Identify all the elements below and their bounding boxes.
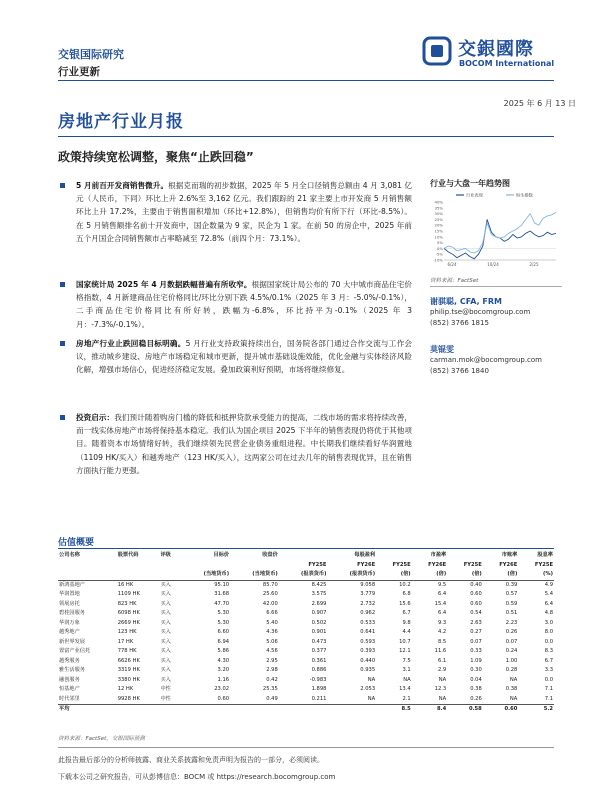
table-header-cell: 公司名称 bbox=[59, 552, 80, 558]
table-cell: 4.36 bbox=[266, 629, 278, 635]
sidebar-divider bbox=[430, 286, 562, 287]
table-cell: 0.07 bbox=[470, 638, 482, 645]
table-row bbox=[58, 609, 554, 619]
table-cell: 25.35 bbox=[262, 686, 278, 692]
table-row bbox=[58, 619, 554, 629]
table-cell: 11.6 bbox=[434, 648, 447, 654]
table-header-cell: (报表货币) bbox=[279, 570, 328, 580]
table-cell: 0.377 bbox=[311, 648, 327, 654]
table-cell: 6.4 bbox=[437, 591, 447, 597]
table-cell: 47.70 bbox=[214, 600, 230, 607]
table-cell: 123 HK bbox=[117, 629, 137, 635]
table-header-cell: (倍) bbox=[412, 570, 448, 580]
table-cell: 2.63 bbox=[470, 619, 482, 626]
table-cell: 9.3 bbox=[437, 619, 447, 626]
table-cell: 0.907 bbox=[311, 610, 327, 616]
table-cell: 7.5 bbox=[402, 657, 411, 664]
table-header-cell: 股票代码 bbox=[117, 552, 139, 558]
table-row bbox=[58, 657, 554, 667]
table-header-cell: 目标价 bbox=[213, 552, 230, 558]
table-header-cell: FY26E bbox=[357, 561, 376, 568]
table-cell: 2669 HK bbox=[117, 619, 140, 626]
table-cell: 0.901 bbox=[311, 629, 327, 635]
table-cell: 0.962 bbox=[360, 610, 376, 616]
table-cell: 8.5 bbox=[437, 638, 447, 645]
table-cell: 5.30 bbox=[217, 619, 230, 626]
valuation-title: 估值概要 bbox=[58, 538, 95, 548]
analyst-name: 谢骐聪, CFA, FRM bbox=[430, 297, 502, 306]
table-cell: 0.393 bbox=[360, 648, 376, 654]
table-cell: 3.575 bbox=[311, 591, 327, 597]
paragraph-prices bbox=[76, 278, 412, 331]
table-cell: 0.641 bbox=[360, 629, 376, 635]
table-cell: 雅生活服务 bbox=[59, 667, 85, 673]
table-cell: 0.211 bbox=[311, 695, 327, 702]
table-cell: 0.30 bbox=[470, 667, 482, 673]
paragraph-lead: 5 月前百开发商销售微升。 bbox=[76, 181, 169, 190]
table-cell: 0.49 bbox=[266, 695, 278, 702]
trend-chart-title: 行业与大盘一年趋势图 bbox=[430, 179, 510, 188]
table-cell: 25.60 bbox=[262, 591, 278, 597]
table-cell bbox=[117, 705, 160, 715]
table-cell: 0.473 bbox=[311, 638, 327, 645]
table-header-cell bbox=[117, 561, 160, 571]
logo-english-text: BOCOM International bbox=[459, 59, 555, 68]
table-cell: 6.1 bbox=[437, 657, 447, 664]
table-cell: 8.0 bbox=[544, 629, 553, 635]
table-header-cell bbox=[376, 551, 412, 561]
legend-label: 恒生指数 bbox=[516, 192, 533, 198]
table-cell: 2.98 bbox=[266, 667, 278, 673]
table-cell: 8.5 bbox=[376, 705, 412, 715]
table-cell: 0.04 bbox=[470, 676, 482, 683]
table-cell: 23.02 bbox=[214, 686, 230, 692]
report-date: 2025 年 6 月 13 日 bbox=[503, 99, 576, 108]
paragraph-body: 5 月行业支持政策持续出台，国务院各部门通过合作交流与工作会议，推动城乡建设、房地产市场稳定和城市更新，提升城市基础设施效能，优化金融与实体经济风险化解，增强市场信心，促进经济稳定发展。叠加政策利好预期，市场将继续修复。 bbox=[76, 339, 413, 375]
analyst-email[interactable]: philip.tse@bocomgroup.com bbox=[430, 308, 531, 316]
table-cell: 1.00 bbox=[505, 657, 518, 664]
table-cell: 华润置地 bbox=[59, 591, 80, 597]
table-header-cell bbox=[58, 561, 117, 571]
paragraph-investment bbox=[76, 411, 412, 477]
table-cell: 823 HK bbox=[117, 600, 137, 607]
table-cell: 置富产业信托 bbox=[59, 648, 91, 654]
table-cell: 12 HK bbox=[117, 686, 134, 692]
table-header-cell bbox=[279, 551, 328, 561]
y-tick-label: 0% bbox=[436, 245, 443, 251]
table-header-cell: 评级 bbox=[160, 552, 171, 558]
table-cell: 6626 HK bbox=[117, 657, 140, 664]
table-cell: 12.1 bbox=[399, 648, 411, 654]
table-cell: 4.8 bbox=[544, 610, 553, 616]
paragraph-sales bbox=[76, 179, 412, 245]
table-cell: NA bbox=[509, 695, 518, 702]
table-cell: 3380 HK bbox=[117, 676, 140, 683]
table-cell: 3319 HK bbox=[117, 667, 140, 673]
table-row bbox=[58, 676, 554, 686]
table-cell: 0.361 bbox=[311, 657, 327, 664]
paragraph-lead: 房地产行业止跌回稳目标明确。 bbox=[76, 339, 186, 348]
table-cell: 0.57 bbox=[505, 591, 518, 597]
table-cell: 2.732 bbox=[360, 600, 376, 607]
chart-source: 资料来源：FactSet bbox=[430, 278, 479, 284]
analyst-phone: (852) 3766 1815 bbox=[430, 319, 489, 327]
table-header-cell: FY25E bbox=[463, 561, 482, 568]
table-cell: 中性 bbox=[160, 695, 171, 702]
table-row bbox=[58, 600, 554, 610]
table-cell: 8.4 bbox=[412, 705, 448, 715]
table-header-cell: (倍) bbox=[447, 570, 483, 580]
table-cell: 17 HK bbox=[117, 638, 134, 645]
table-cell: 1.16 bbox=[217, 676, 230, 683]
bocom-logo bbox=[422, 34, 572, 74]
table-cell: 95.10 bbox=[214, 581, 230, 588]
table-cell: 6.7 bbox=[544, 657, 553, 664]
table-cell: 3.0 bbox=[544, 619, 553, 626]
table-cell: 0.886 bbox=[311, 667, 327, 673]
x-tick-label: 2/25 bbox=[529, 262, 539, 267]
table-cell: NA bbox=[367, 676, 376, 683]
table-cell: 0.440 bbox=[360, 657, 376, 664]
y-tick-label: 15% bbox=[434, 228, 443, 234]
table-cell: 买入 bbox=[160, 676, 171, 683]
legend-label: 行业表现 bbox=[466, 192, 483, 198]
table-cell: 3.1 bbox=[402, 667, 411, 673]
table-cell bbox=[279, 705, 328, 715]
table-cell: 3.3 bbox=[544, 667, 553, 673]
table-cell: NA bbox=[438, 676, 447, 683]
paragraph-policy bbox=[76, 337, 412, 377]
table-cell: 0.0 bbox=[544, 638, 553, 645]
valuation-source: 资料来源：FactSet，交银国际预测 bbox=[58, 736, 145, 742]
table-row bbox=[58, 590, 554, 600]
table-header-cell bbox=[159, 570, 181, 580]
table-cell: 0.07 bbox=[505, 638, 518, 645]
table-cell: 0.58 bbox=[447, 705, 483, 715]
table-cell: 4.9 bbox=[544, 581, 553, 588]
table-row bbox=[58, 695, 554, 705]
table-header-cell: 市账率 bbox=[501, 552, 518, 558]
trend-chart bbox=[430, 190, 560, 274]
page-title: 房地产行业月报 bbox=[58, 112, 184, 132]
table-cell: 0.0 bbox=[544, 676, 553, 683]
table-cell bbox=[181, 705, 230, 715]
y-tick-label: 35% bbox=[434, 205, 443, 211]
valuation-divider bbox=[58, 548, 554, 549]
table-cell: 5.2 bbox=[518, 705, 554, 715]
table-cell: 6.60 bbox=[217, 629, 230, 635]
table-cell: 2.95 bbox=[266, 657, 278, 664]
table-cell: 7.1 bbox=[544, 695, 553, 702]
table-subheader-row bbox=[58, 561, 554, 571]
disclaimer-text: 此报告最后部分的分析师披露、商业关系披露和免责声明为报告的一部分，必须阅读。 bbox=[58, 756, 324, 764]
valuation-table bbox=[58, 551, 554, 715]
table-header-cell: (%) bbox=[518, 570, 554, 580]
table-cell bbox=[327, 705, 376, 715]
table-cell: 0.60 bbox=[217, 695, 230, 702]
table-cell: -0.983 bbox=[309, 676, 327, 683]
table-average-row bbox=[58, 705, 554, 715]
table-header-row bbox=[58, 551, 554, 561]
table-cell: 8.425 bbox=[311, 581, 327, 588]
table-cell: 0.533 bbox=[360, 619, 376, 626]
table-cell: 领展房托 bbox=[59, 600, 80, 607]
logo-chinese-text: 交銀國際 bbox=[458, 39, 534, 60]
table-cell: 9.058 bbox=[360, 581, 376, 588]
page-subtitle: 政策持续宽松调整，聚焦“止跌回稳” bbox=[58, 150, 254, 164]
table-cell: 平均 bbox=[58, 705, 117, 715]
table-cell: 9.5 bbox=[437, 581, 447, 588]
series-line bbox=[444, 212, 556, 253]
analyst-email[interactable]: carman.mok@bocomgroup.com bbox=[430, 356, 542, 364]
table-cell: 碧桂园服务 bbox=[59, 610, 85, 616]
y-tick-label: 5% bbox=[436, 240, 443, 246]
table-cell: 中性 bbox=[160, 686, 171, 692]
table-cell: 1.898 bbox=[311, 686, 327, 692]
table-header-cell bbox=[230, 561, 279, 571]
table-cell: 恒基地产 bbox=[59, 686, 80, 692]
paragraph-body: 我们预计随着购房门槛的降低和抵押贷款承受能力的提高，二线市场的需求将持续改善，而一线实体房地产市场将保持基本稳定。我们认为国企项目 2025 下半年的销售表现仍将优于其他项目。随着资本市场情绪好转，我们继续领先民营企业债务重组进程。中长期我们继续看好华润置地（1109 HK/买入）和越秀地产（123 HK/买入），这两家公司在过去几年的销售表现优异，且在销售方面执行能力更强。 bbox=[76, 413, 412, 475]
table-cell: 0.60 bbox=[483, 705, 519, 715]
table-cell: 0.26 bbox=[470, 695, 482, 702]
table-header-cell: (倍) bbox=[483, 570, 519, 580]
table-cell: 10.2 bbox=[399, 581, 411, 588]
table-cell: 6098 HK bbox=[117, 610, 140, 616]
analyst-phone: (852) 3766 1840 bbox=[430, 367, 489, 375]
table-cell: NA bbox=[509, 676, 518, 683]
table-cell: 15.6 bbox=[399, 600, 411, 607]
download-info: 下载本公司之研究报告，可从彭博信息：BOCM 或 https://research.bocomgroup.com bbox=[58, 773, 336, 781]
table-cell: 新世界发展 bbox=[59, 638, 85, 645]
table-header-cell bbox=[181, 561, 230, 571]
table-cell: 买入 bbox=[160, 581, 171, 588]
table-cell: 0.42 bbox=[266, 676, 278, 683]
paragraph-lead: 投资启示： bbox=[76, 413, 115, 422]
table-header-cell: (当地货币) bbox=[181, 570, 230, 580]
table-header-cell bbox=[447, 551, 483, 561]
table-cell: 5.06 bbox=[266, 638, 278, 645]
table-cell: 5.40 bbox=[266, 619, 278, 626]
table-header-cell: FY25E bbox=[308, 561, 327, 568]
bullet-icon bbox=[60, 341, 65, 346]
table-cell bbox=[230, 705, 279, 715]
analyst-name: 莫锟雯 bbox=[430, 345, 454, 354]
table-cell: 6.8 bbox=[402, 591, 411, 597]
table-cell: 时代邻里 bbox=[59, 695, 80, 702]
table-cell: 0.60 bbox=[470, 600, 482, 607]
table-cell: 2.1 bbox=[402, 695, 411, 702]
table-cell: 0.39 bbox=[505, 581, 518, 588]
y-tick-label: 30% bbox=[434, 211, 443, 217]
table-header-cell: 每股盈利 bbox=[354, 552, 376, 558]
table-cell: 0.26 bbox=[505, 629, 518, 635]
table-cell: 0.38 bbox=[470, 686, 482, 692]
table-header-cell: FY25E bbox=[534, 561, 553, 568]
paragraph-body: 根据克而瑞的初步数据，2025 年 5 月全口径销售总额由 4 月 3,081 亿元（人民币，下同）环比上升 2.6%至 3,162 亿元。我们跟踪的 21 家主要上市开发商 5 月销售额环比上升 17.2%，主要由于销售面积增加（环比+12.8%），但销售均价有所下行（环比-8.5%）。在 5 月销售额排名前十开发商中，国企数量为 9 家，民企为 1 家。在前 50 的房企中，2025 年前五个月国企合同销售额市占率略减至 72.8%（前四个月：73.1%）。 bbox=[76, 181, 412, 243]
table-cell: 买入 bbox=[160, 600, 171, 607]
table-cell: 0.27 bbox=[470, 629, 482, 635]
table-cell: 0.51 bbox=[505, 610, 518, 616]
table-cell: NA bbox=[403, 676, 411, 683]
table-cell: 买入 bbox=[160, 648, 171, 654]
table-header-cell: (当地货币) bbox=[230, 570, 279, 580]
table-cell: 0.40 bbox=[470, 581, 482, 588]
brand-name: 交银国际研究 bbox=[58, 48, 124, 61]
table-row bbox=[58, 628, 554, 638]
table-cell: 1109 HK bbox=[117, 591, 140, 597]
table-cell: 9928 HK bbox=[117, 695, 140, 702]
table-header-cell: 市盈率 bbox=[430, 552, 447, 558]
analyst-card bbox=[430, 344, 542, 377]
table-header-cell: (倍) bbox=[376, 570, 412, 580]
table-header-cell: (报表货币) bbox=[327, 570, 376, 580]
table-cell: 12.3 bbox=[434, 686, 447, 692]
table-cell: 买入 bbox=[160, 629, 171, 635]
table-cell: 4.2 bbox=[437, 629, 447, 635]
table-cell: 6.7 bbox=[402, 610, 411, 616]
title-divider bbox=[58, 136, 554, 137]
table-cell bbox=[159, 705, 181, 715]
table-cell: 融创服务 bbox=[59, 676, 80, 683]
table-header-cell bbox=[159, 561, 181, 571]
y-tick-label: 10% bbox=[434, 234, 443, 240]
x-tick-label: 10/24 bbox=[487, 262, 499, 267]
table-cell: 42.00 bbox=[262, 600, 278, 607]
table-cell: 5.86 bbox=[217, 648, 230, 654]
table-cell: NA bbox=[367, 695, 376, 702]
table-row bbox=[58, 638, 554, 648]
table-cell: 4.56 bbox=[266, 648, 278, 654]
table-cell: 华润万象 bbox=[59, 619, 80, 626]
bullet-icon bbox=[60, 415, 65, 420]
table-cell: 买入 bbox=[160, 619, 171, 626]
table-cell: 买入 bbox=[160, 591, 171, 597]
table-cell: 16 HK bbox=[117, 581, 134, 588]
bullet-icon bbox=[60, 183, 65, 188]
table-cell: 0.502 bbox=[311, 619, 327, 626]
table-header-cell: FY26E bbox=[499, 561, 518, 568]
table-header-cell: 股息率 bbox=[537, 552, 553, 558]
table-cell: 买入 bbox=[160, 667, 171, 673]
table-cell: 新鸿基地产 bbox=[59, 581, 85, 588]
y-tick-label: 20% bbox=[434, 222, 443, 228]
table-cell: 9.8 bbox=[402, 619, 411, 626]
table-cell: 2.9 bbox=[437, 667, 447, 673]
table-cell: 0.33 bbox=[470, 648, 482, 654]
table-cell: 2.23 bbox=[505, 619, 518, 626]
x-tick-label: 6/24 bbox=[447, 262, 457, 267]
report-type: 行业更新 bbox=[58, 66, 100, 78]
table-cell: 买入 bbox=[160, 657, 171, 664]
table-cell: 8.3 bbox=[544, 648, 553, 654]
table-cell: 1.09 bbox=[470, 657, 482, 664]
table-cell: NA bbox=[438, 695, 447, 702]
table-header-cell bbox=[58, 570, 117, 580]
table-row bbox=[58, 666, 554, 676]
footer-divider bbox=[58, 747, 554, 748]
table-row bbox=[58, 647, 554, 657]
table-cell: 10.7 bbox=[399, 638, 411, 645]
table-cell: 0.593 bbox=[360, 638, 376, 645]
header-divider bbox=[58, 80, 554, 81]
paragraph-body: 根据国家统计局公布的 70 大中城市商品住宅价格指数，4 月新建商品住宅价格同比/环比分别下跌 4.5%/0.1%（2025 年 3 月：-5.0%/-0.1%），二手商品住宅价格同比有所好转，跌幅为-6.8%，环比持平为-0.1%（2025 年 3 月：-7.3%/-0.1%）。 bbox=[76, 280, 412, 329]
bocom-logo-icon bbox=[422, 36, 452, 66]
table-header-cell bbox=[117, 570, 160, 580]
table-cell: 85.70 bbox=[262, 581, 278, 588]
table-cell: 0.59 bbox=[505, 600, 518, 607]
y-tick-label: -10% bbox=[433, 257, 443, 263]
table-cell: 13.4 bbox=[399, 686, 411, 692]
table-row bbox=[58, 685, 554, 695]
table-cell: 越秀地产 bbox=[59, 629, 80, 635]
table-cell: 0.54 bbox=[470, 610, 482, 616]
table-cell: 5.30 bbox=[217, 610, 230, 616]
table-cell: 越秀服务 bbox=[59, 657, 80, 664]
table-cell: 31.68 bbox=[214, 591, 230, 597]
table-header-cell: 收盘价 bbox=[262, 552, 278, 558]
table-cell: 0.38 bbox=[505, 686, 518, 692]
table-cell: 0.60 bbox=[470, 591, 482, 597]
table-cell: 3.779 bbox=[360, 591, 376, 597]
table-cell: 15.4 bbox=[434, 600, 447, 607]
table-cell: 0.935 bbox=[360, 667, 376, 673]
y-tick-label: -5% bbox=[435, 251, 443, 257]
table-cell: 6.66 bbox=[266, 610, 278, 616]
table-cell: 买入 bbox=[160, 610, 171, 616]
table-cell: 买入 bbox=[160, 638, 171, 645]
analyst-card bbox=[430, 296, 530, 329]
y-tick-label: 25% bbox=[434, 216, 443, 222]
table-cell: 6.4 bbox=[544, 600, 553, 607]
table-cell: 778 HK bbox=[117, 648, 137, 654]
table-header-cell: FY25E bbox=[392, 561, 411, 568]
table-cell: 6.94 bbox=[217, 638, 230, 645]
table-cell: 7.1 bbox=[544, 686, 553, 692]
table-cell: 2.053 bbox=[360, 686, 376, 692]
table-cell: 6.4 bbox=[437, 610, 447, 616]
table-cell: 4.4 bbox=[402, 629, 411, 635]
bullet-icon bbox=[60, 282, 65, 287]
table-cell: 3.20 bbox=[217, 667, 230, 673]
y-tick-label: 40% bbox=[434, 199, 443, 205]
table-cell: 4.30 bbox=[217, 657, 230, 664]
table-row bbox=[58, 580, 554, 590]
paragraph-lead: 国家统计局 2025 年 4 月数据跌幅普遍有所收窄。 bbox=[76, 280, 252, 289]
table-cell: 5.4 bbox=[544, 591, 553, 597]
table-units-row bbox=[58, 570, 554, 580]
table-header-cell: FY26E bbox=[428, 561, 447, 568]
table-cell: 2.699 bbox=[311, 600, 327, 607]
table-cell: 0.24 bbox=[505, 648, 518, 654]
table-cell: 0.28 bbox=[505, 667, 518, 673]
